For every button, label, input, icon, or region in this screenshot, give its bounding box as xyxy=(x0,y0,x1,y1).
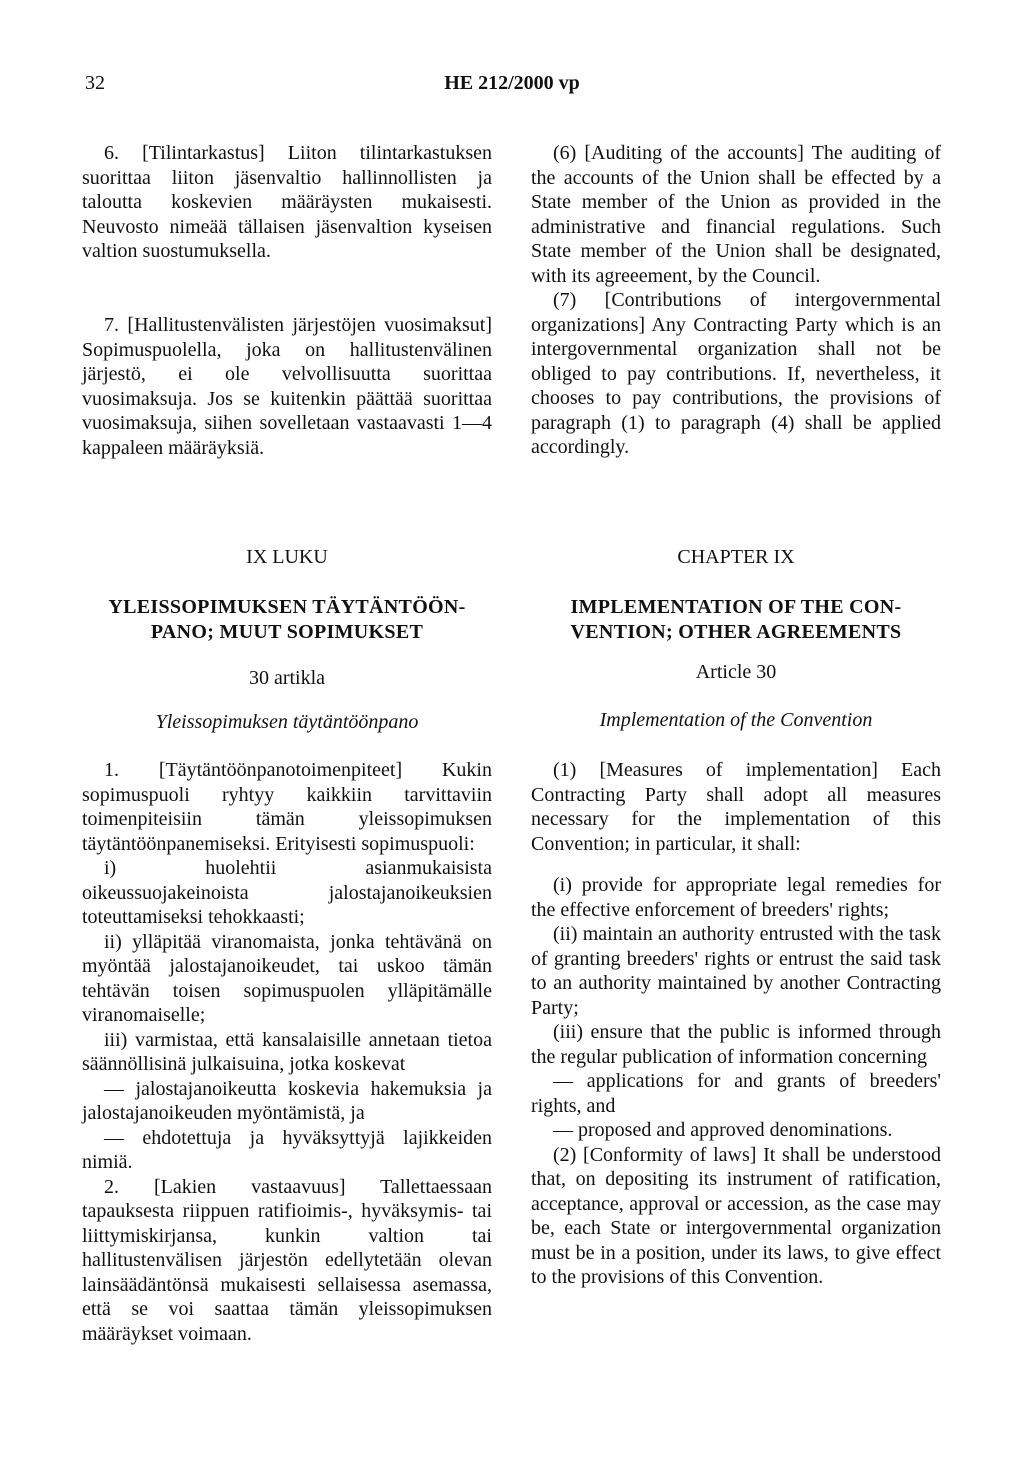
page-number: 32 xyxy=(85,72,105,94)
finnish-item-ii: ii) ylläpitää viranomaista, jonka tehtävänä on myöntää jalostajanoikeudet, tai uskoo tämän tehtävän toisen sopimuspuolen ylläpitämälle viranomaiselle; xyxy=(82,930,492,1026)
finnish-article-paragraph-2: 2. [Lakien vastaavuus] Tallettaessaan tapauksesta riippuen ratifioimis-, hyväksymis- tai liittymiskirjansa, kunkin valtion tai hallitustenvälisen järjestön edellytetään olevan lainsäädäntönsä mukaisesti sellaisessa asemassa, että se voi saattaa tämän yleissopimuksen määräykset voimaan. xyxy=(82,1175,492,1345)
finnish-section-7 xyxy=(82,313,492,460)
english-article-label: Article 30 xyxy=(695,661,777,683)
finnish-chapter-label: IX LUKU xyxy=(246,546,328,568)
english-chapter-title xyxy=(531,595,941,645)
finnish-paragraph-7: 7. [Hallitustenvälisten järjestöjen vuosimaksut] Sopimuspuolella, joka on hallitustenvälinen järjestö, ei ole velvollisuutta suorittaa vuosimaksuja. Jos se kuitenkin päättää suorittaa vuosimaksuja, siihen sovelletaan vastaavasti 1—4 kappaleen määräyksiä. xyxy=(82,314,492,459)
english-section-top xyxy=(531,141,941,460)
document-id: HE 212/2000 vp xyxy=(444,72,580,94)
english-item-iii: (iii) ensure that the public is informed through the regular publication of information concerning xyxy=(531,1021,941,1068)
english-item-ii: (ii) maintain an authority entrusted with the task of granting breeders' rights or entrust the said task to an authority maintained by another Contracting Party; xyxy=(531,923,941,1019)
english-article-subtitle: Implementation of the Convention xyxy=(599,709,873,731)
finnish-item-iii: iii) varmistaa, että kansalaisille annetaan tietoa säännöllisinä julkaisuina, jotka koskevat xyxy=(82,1028,492,1075)
finnish-article-body xyxy=(82,758,492,1346)
english-dash-item-1: — applications for and grants of breeders' rights, and xyxy=(531,1070,941,1117)
english-paragraph-6: (6) [Auditing of the accounts] The auditing of the accounts of the Union shall be effected by a State member of the Union as provided in the administrative and financial regulations. Such State member of the Union shall be designated, with its agreeement, by the Council. xyxy=(531,142,941,287)
finnish-article-label: 30 artikla xyxy=(248,667,326,689)
english-chapter-title-line-1: IMPLEMENTATION OF THE CON- xyxy=(570,596,902,618)
english-item-i: (i) provide for appropriate legal remedies for the effective enforcement of breeders' rights; xyxy=(531,874,941,921)
english-article-paragraph-2: (2) [Conformity of laws] It shall be understood that, on depositing its instrument of ratification, acceptance, approval or accession, as the case may be, each State or intergovernmental organization must be in a position, under its laws, to give effect to the provisions of this Convention. xyxy=(531,1143,941,1288)
english-chapter-title-line-2: VENTION; OTHER AGREEMENTS xyxy=(570,621,902,643)
finnish-chapter-title-line-1: YLEISSOPIMUKSEN TÄYTÄNTÖÖN- xyxy=(108,596,466,618)
finnish-chapter-title-line-2: PANO; MUUT SOPIMUKSET xyxy=(150,621,424,643)
finnish-dash-item-2: — ehdotettuja ja hyväksyttyjä lajikkeiden nimiä. xyxy=(82,1126,492,1173)
finnish-dash-item-1: — jalostajanoikeutta koskevia hakemuksia ja jalostajanoikeuden myöntämistä, ja xyxy=(82,1077,492,1124)
finnish-section-top xyxy=(82,141,492,264)
english-dash-item-2: — proposed and approved denominations. xyxy=(553,1119,893,1141)
english-paragraph-7: (7) [Contributions of intergovernmental organizations] Any Contracting Party which is an intergovernmental organization shall not be obliged to pay contributions. If, nevertheless, it chooses to pay contributions, the provisions of paragraph (1) to paragraph (4) shall be applied accordingly. xyxy=(531,289,941,458)
finnish-chapter-title xyxy=(82,595,492,645)
finnish-item-i: i) huolehtii asianmukaisista oikeussuojakeinoista jalostajanoikeuksien toteuttamiseksi tehokkaasti; xyxy=(82,857,492,928)
english-article-paragraph-1: (1) [Measures of implementation] Each Contracting Party shall adopt all measures necessary for the implementation of this Convention; in particular, it shall: xyxy=(531,759,941,855)
finnish-article-subtitle: Yleissopimuksen täytäntöönpano xyxy=(155,711,419,733)
finnish-paragraph-6: 6. [Tilintarkastus] Liiton tilintarkastuksen suorittaa liiton jäsenvaltio hallinnollisten ja taloutta koskevien määräysten mukaisesti. Neuvosto nimeää tällaisen jäsenvaltion kyseisen valtion suostumuksella. xyxy=(82,142,492,262)
english-article-body-1 xyxy=(531,758,941,856)
finnish-article-paragraph-1: 1. [Täytäntöönpanotoimenpiteet] Kukin sopimuspuoli ryhtyy kaikkiin tarvittaviin toimenpiteisiin tämän yleissopimuksen täytäntöönpanemiseksi. Erityisesti sopimuspuoli: xyxy=(82,759,492,855)
english-chapter-label: CHAPTER IX xyxy=(677,546,795,568)
english-article-body-2 xyxy=(531,873,941,1290)
